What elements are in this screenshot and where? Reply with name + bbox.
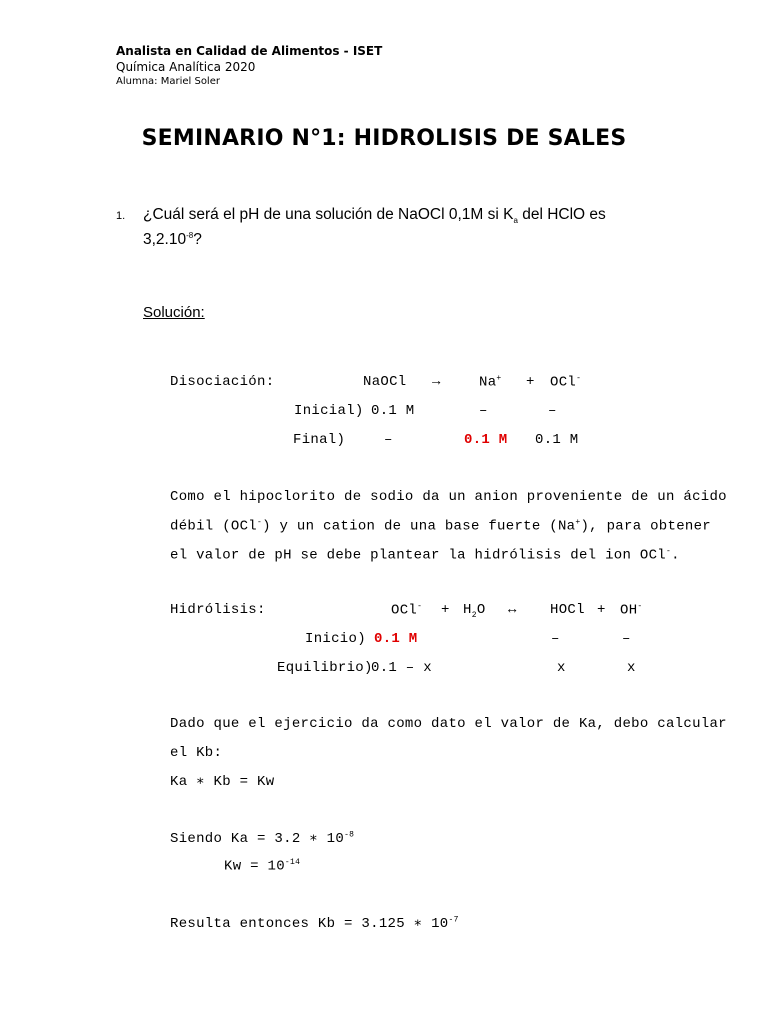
hydrolysis-eq-product1: x (557, 660, 566, 676)
solution-label: Solución: (143, 304, 205, 321)
header-course: Química Analítica 2020 (116, 60, 256, 74)
question-line-1: ¿Cuál será el pH de una solución de NaOCl 0,1M si $K_a$ del HClO es (143, 206, 606, 226)
hydrolysis-eq-label: Equilibrio) (277, 660, 373, 676)
hydrolysis-product1: HOCl (550, 602, 585, 618)
dissociation-initial-label: Inicial) (294, 403, 364, 419)
hydrolysis-reactant2: $H_2O$ (463, 602, 486, 620)
header-student: Alumna: Mariel Soler (116, 76, 220, 87)
paragraph1-line2: débil (OCl-) y un cation de una base fuerte (Na+), para obtener (170, 518, 712, 535)
hydrolysis-product2: OH- (620, 602, 643, 619)
dissociation-initial-anion: – (548, 403, 557, 419)
dissociation-initial-cation: – (479, 403, 488, 419)
dissociation-final-salt: – (384, 432, 393, 448)
question-line-2: $3,2.10^{-8}$? (143, 231, 202, 249)
dissociation-initial-salt: 0.1 M (371, 403, 415, 419)
dissociation-salt: NaOCl (363, 374, 407, 390)
paragraph2-line1: Dado que el ejercicio da como dato el valor de Ka, debo calcular (170, 716, 727, 732)
hydrolysis-start-product2: – (622, 631, 631, 647)
ka-kb-kw-formula: Ka ∗ Kb = Kw (170, 774, 275, 790)
dissociation-final-anion: 0.1 M (535, 432, 579, 448)
dissociation-label: Disociación: (170, 374, 275, 390)
paragraph2-line2: el Kb: (170, 745, 223, 761)
hydrolysis-reactant1: OCl- (391, 602, 423, 619)
hydrolysis-start-label: Inicio) (305, 631, 366, 647)
hydrolysis-eq-anion: 0.1 – x (371, 660, 432, 676)
page-title: SEMINARIO N°1: HIDROLISIS DE SALES (141, 126, 627, 151)
hydrolysis-start-anion: 0.1 M (374, 631, 418, 647)
ka-value: Siendo Ka = 3.2 ∗ $10^{-8}$ (170, 830, 355, 847)
dissociation-final-label: Final) (293, 432, 346, 448)
hydrolysis-plus2: + (597, 602, 606, 618)
dissociation-arrow: → (432, 374, 441, 390)
hydrolysis-label: Hidrólisis: (170, 602, 266, 618)
dissociation-plus: + (526, 374, 535, 390)
hydrolysis-eq-product2: x (627, 660, 636, 676)
header-institution: Analista en Calidad de Alimentos - ISET (116, 44, 383, 58)
hydrolysis-plus1: + (441, 602, 450, 618)
kb-result: Resulta entonces Kb = 3.125 ∗ $10^{-7}$ (170, 915, 459, 932)
dissociation-cation: Na+ (479, 374, 502, 391)
kw-value: $Kw = 10^{-14}$ (224, 858, 301, 875)
hydrolysis-arrow: ↔ (508, 602, 517, 618)
dissociation-final-cation: 0.1 M (464, 432, 508, 448)
paragraph1-line3: el valor de pH se debe plantear la hidrólisis del ion OCl-. (170, 547, 680, 564)
paragraph1-line1: Como el hipoclorito de sodio da un anion proveniente de un ácido (170, 489, 727, 505)
dissociation-anion: OCl- (550, 374, 582, 391)
question-number: 1. (116, 210, 126, 222)
hydrolysis-start-product1: – (551, 631, 560, 647)
